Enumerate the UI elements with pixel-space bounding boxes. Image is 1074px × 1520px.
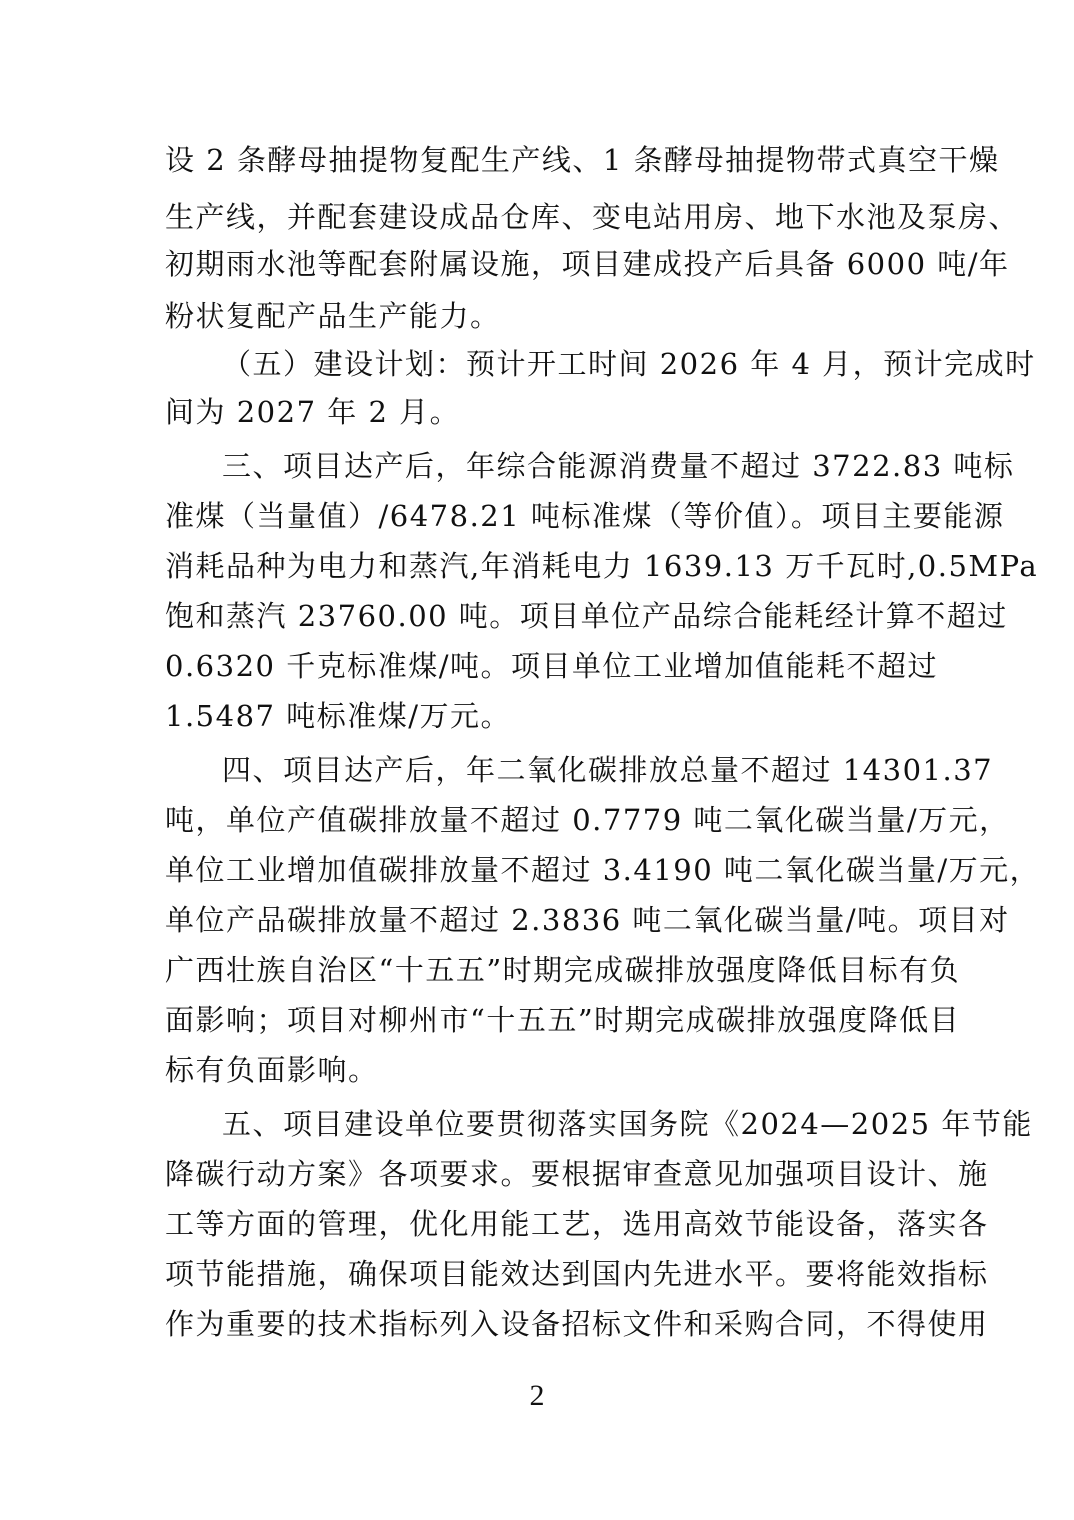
text-line: 四、项目达产后，年二氧化碳排放总量不超过 14301.37 bbox=[222, 753, 994, 787]
text-line: 五、项目建设单位要贯彻落实国务院《2024—2025 年节能 bbox=[222, 1107, 1033, 1141]
text-line: 作为重要的技术指标列入设备招标文件和采购合同，不得使用 bbox=[165, 1307, 989, 1341]
text-line: 降碳行动方案》各项要求。要根据审查意见加强项目设计、施 bbox=[165, 1157, 989, 1191]
page-number: 2 bbox=[529, 1379, 545, 1412]
text-line: 0.6320 千克标准煤/吨。项目单位工业增加值能耗不超过 bbox=[165, 649, 938, 683]
text-line: 吨，单位产值碳排放量不超过 0.7779 吨二氧化碳当量/万元， bbox=[165, 803, 1010, 837]
text-line: 饱和蒸汽 23760.00 吨。项目单位产品综合能耗经计算不超过 bbox=[165, 599, 1008, 633]
text-line: 工等方面的管理，优化用能工艺，选用高效节能设备，落实各 bbox=[165, 1207, 989, 1241]
text-line: 生产线，并配套建设成品仓库、变电站用房、地下水池及泵房、 bbox=[165, 200, 1020, 234]
text-line: 粉状复配产品生产能力。 bbox=[165, 299, 501, 333]
text-line: 三、项目达产后，年综合能源消费量不超过 3722.83 吨标 bbox=[222, 449, 1015, 483]
text-line: 单位工业增加值碳排放量不超过 3.4190 吨二氧化碳当量/万元， bbox=[165, 853, 1041, 887]
text-line: 1.5487 吨标准煤/万元。 bbox=[165, 699, 511, 733]
text-line: 项节能措施，确保项目能效达到国内先进水平。要将能效指标 bbox=[165, 1257, 989, 1291]
text-line: 单位产品碳排放量不超过 2.3836 吨二氧化碳当量/吨。项目对 bbox=[165, 903, 1010, 937]
text-line: 消耗品种为电力和蒸汽,年消耗电力 1639.13 万千瓦时,0.5MPa bbox=[165, 549, 1039, 583]
text-line: 面影响；项目对柳州市“十五五”时期完成碳排放强度降低目 bbox=[165, 1003, 961, 1037]
text-line: 间为 2027 年 2 月。 bbox=[165, 395, 461, 429]
text-line: 准煤（当量值）/6478.21 吨标准煤（等价值）。项目主要能源 bbox=[165, 499, 1005, 533]
text-line: （五）建设计划：预计开工时间 2026 年 4 月，预计完成时 bbox=[222, 347, 1036, 381]
text-line: 广西壮族自治区“十五五”时期完成碳排放强度降低目标有负 bbox=[165, 953, 961, 987]
text-line: 初期雨水池等配套附属设施，项目建成投产后具备 6000 吨/年 bbox=[165, 247, 1010, 281]
text-line: 设 2 条酵母抽提物复配生产线、1 条酵母抽提物带式真空干燥 bbox=[165, 143, 1000, 177]
text-line: 标有负面影响。 bbox=[165, 1053, 379, 1087]
